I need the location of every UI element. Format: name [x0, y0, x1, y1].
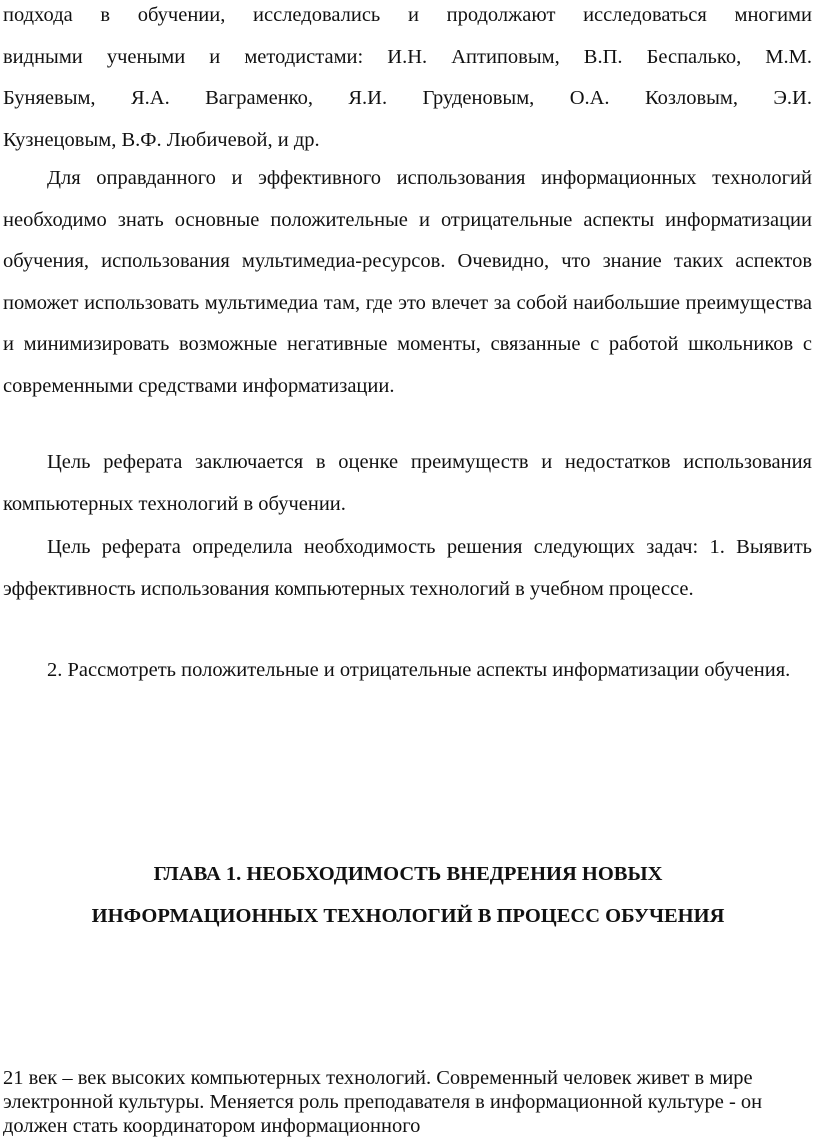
chapter-heading-line-2: ИНФОРМАЦИОННЫХ ТЕХНОЛОГИЙ В ПРОЦЕСС ОБУЧЕНИЯ [91, 905, 725, 927]
paragraph-it-aspects: Для оправданного и эффективного использования информационных технологий необходимо знать основные положительные и отрицательные аспекты информатизации обучения, использования мультимедиа-ресурсов. Очевидно, что знание таких аспектов поможет использовать мультимедиа там, где это влечет за собой наибольшие преимущества и минимизировать возможные негативные моменты, связанные с работой школьников с современными средствами информатизации. [3, 167, 812, 397]
chapter-heading-line-1: ГЛАВА 1. НЕОБХОДИМОСТЬ ВНЕДРЕНИЯ НОВЫХ [153, 863, 663, 885]
intro-paragraph [3, 0, 812, 161]
intro-line: Буняевым, Я.А. Ваграменко, Я.И. Груденовым, О.А. Козловым, Э.И. [3, 87, 812, 110]
paragraph-task-2: 2. Рассмотреть положительные и отрицательные аспекты информатизации обучения. [47, 659, 791, 681]
paragraph-21st-century: 21 век – век высоких компьютерных технологий. Современный человек живет в мире электронной культуры. Меняется роль преподавателя в информационной культуре - он должен стать координатором информационного [3, 1067, 763, 1137]
chapter-heading [0, 853, 816, 937]
intro-line: видными учеными и методистами: И.Н. Аптиповым, В.П. Беспалько, М.М. [3, 45, 812, 68]
paragraph-tasks: Цель реферата определила необходимость решения следующих задач: 1. Выявить эффективность использования компьютерных технологий в учебном процессе. [3, 536, 812, 600]
intro-line: подхода в обучении, исследовались и продолжают исследоваться многими [3, 4, 812, 26]
intro-line: Кузнецовым, В.Ф. Любичевой, и др. [3, 128, 320, 151]
paragraph-goal: Цель реферата заключается в оценке преимуществ и недостатков использования компьютерных технологий в обучении. [3, 451, 812, 515]
